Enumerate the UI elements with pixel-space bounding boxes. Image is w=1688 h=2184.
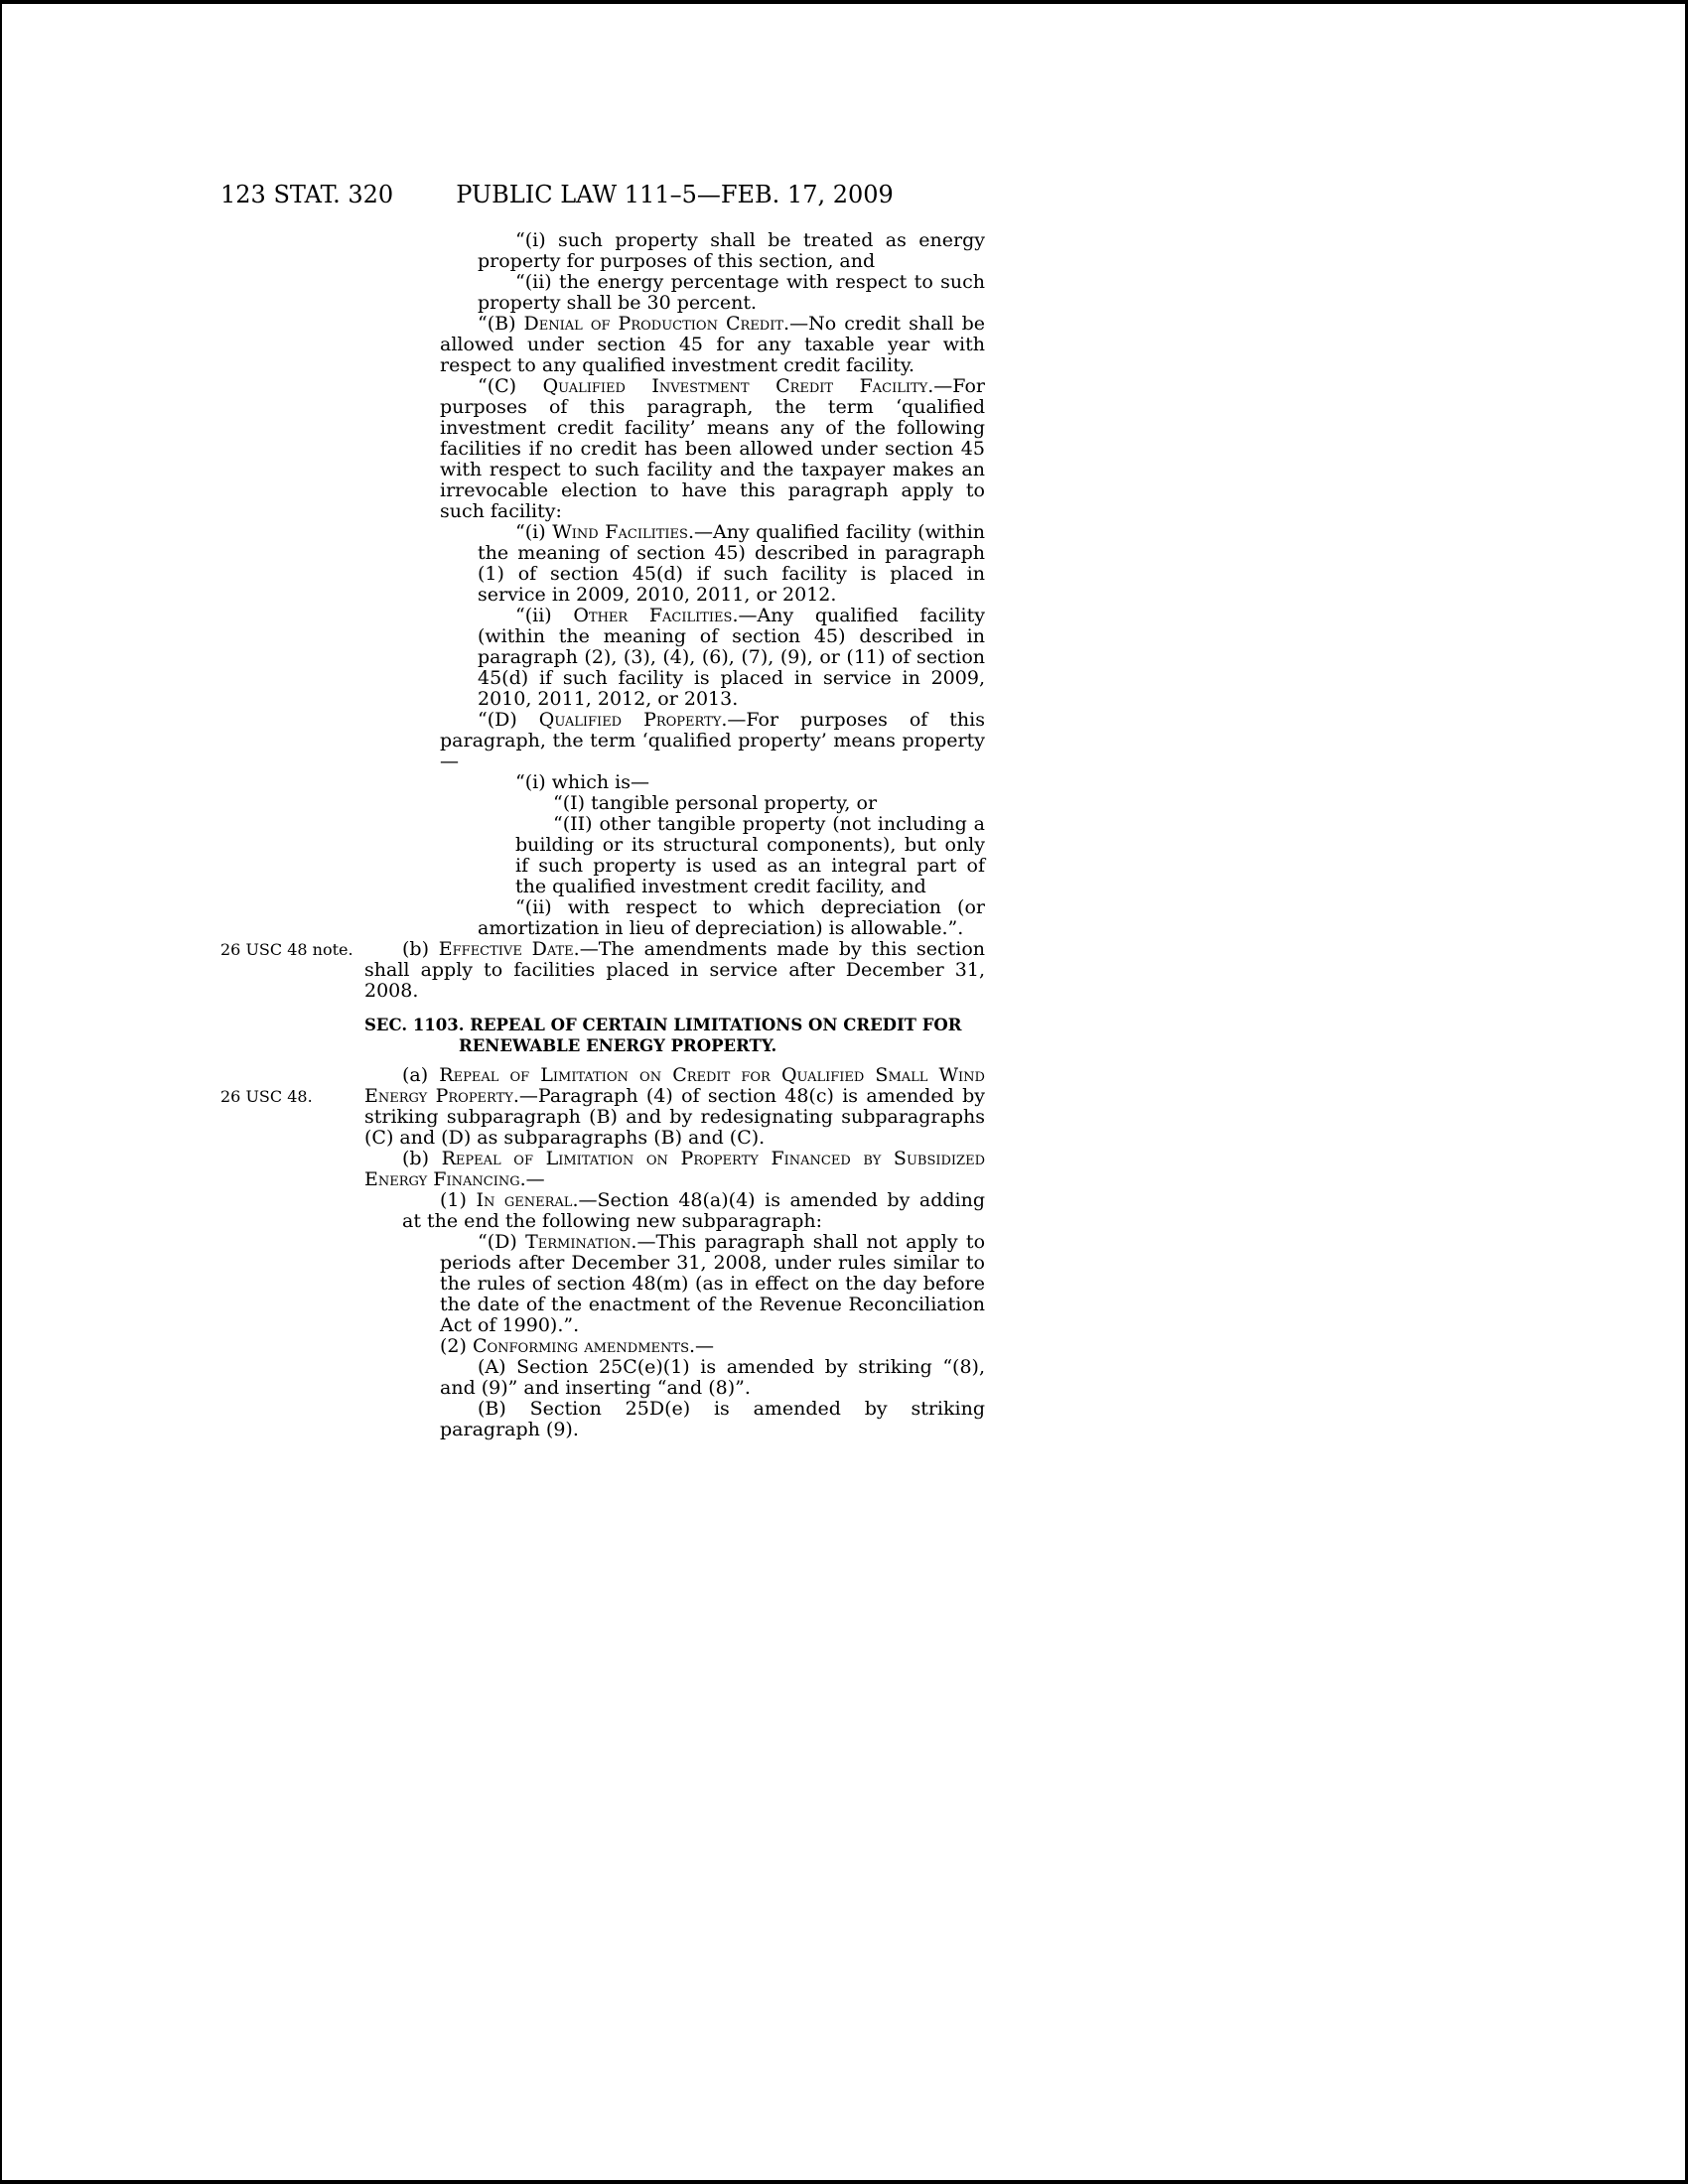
statute-paragraph [364,230,985,272]
body-text: .—For purposes of this paragraph, the term ‘qualified property’ means property— [440,709,986,772]
body-text: (B) Section 25D(e) is amended by striking paragraph (9). [440,1398,985,1440]
statute-paragraph [364,897,985,939]
body-text: (b) [402,1148,442,1169]
body-text: “(B) [478,313,524,335]
body-text: (a) [402,1064,440,1086]
small-caps-text: In general [476,1189,573,1211]
section-heading [364,1015,985,1056]
statute-paragraph [364,1399,985,1440]
stat-page-number: 123 STAT. 320 [220,181,394,208]
statute-paragraph [220,1064,985,1149]
body-text: “(ii) [515,605,574,626]
body-text: “(D) [478,709,539,731]
body-text: .—For purposes of this paragraph, the term ‘qualified investment credit facility’ means any of the following facilities if no credit has been allowed under section 45 with respect to such facility and the taxpayer makes an irrevocable election to have this paragraph apply to such facility: [440,375,985,522]
statute-paragraph [364,1336,985,1357]
statute-paragraph [364,710,985,772]
small-caps-text: Repeal of Limitation on Credit for Qualified Small Wind Energy Property [364,1064,985,1107]
statute-paragraph [364,1149,985,1190]
statute-paragraph [364,606,985,710]
small-caps-text: Qualified Property [538,709,722,731]
statute-paragraph [364,1232,985,1336]
body-text: “(ii) with respect to which depreciation (or amortization in lieu of depreciation) is allowable.”. [478,896,985,939]
body-text: (1) [440,1189,477,1211]
small-caps-text: Effective Date [438,938,574,960]
body-text: .— [519,1168,545,1190]
margin-note: 26 USC 48. [220,1087,313,1106]
body-text: .—The amendments made by this section shall apply to facilities placed in service after December 31, 2008. [364,938,985,1002]
body-text: (A) Section 25C(e)(1) is amended by striking “(8), and (9)” and inserting “and (8)”. [440,1356,985,1399]
small-caps-text: Repeal of Limitation on Property Financed by Subsidized Energy Financing [364,1148,985,1190]
statute-paragraph [364,772,985,793]
body-text: .—This paragraph shall not apply to periods after December 31, 2008, under rules similar to the rules of section 48(m) (as in effect on the day before the date of the enactment of the Revenue Reconciliation Act of 1990).”. [440,1231,986,1336]
body-text: “(i) such property shall be treated as energy property for purposes of this section, and [478,229,985,272]
statute-paragraph [364,272,985,314]
body-text: (b) [402,938,439,960]
small-caps-text: Termination [525,1231,632,1253]
body-text: “(II) other tangible property (not including a building or its structural components), but only if such property is used as an integral part of the qualified investment credit facility, and [515,813,985,897]
small-caps-text: Conforming amendments [472,1335,689,1357]
body-text: .—No credit shall be allowed under section 45 for any taxable year with respect to any qualified investment credit facility. [440,313,985,376]
body-text: “(i) [515,521,553,543]
statute-paragraph [364,314,985,376]
small-caps-text: Other Facilities [573,605,733,626]
statute-text [220,229,986,1440]
body-text: “(C) [478,375,543,397]
body-text: .—Any qualified facility (within the meaning of section 45) described in paragraph (1) of section 45(d) if such facility is placed in service in 2009, 2010, 2011, or 2012. [478,521,986,606]
page-header [220,181,985,212]
body-text: .—Paragraph (4) of section 48(c) is amended by striking subparagraph (B) and by redesignating subparagraphs (C) and (D) as subparagraphs (B) and (C). [364,1085,985,1149]
statute-paragraph [220,938,985,1002]
statute-paragraph [364,814,985,897]
body-text: “(i) which is— [515,771,649,793]
body-text: “(D) [478,1231,526,1253]
margin-note: 26 USC 48 note. [220,940,353,959]
body-text: .—Any qualified facility (within the meaning of section 45) described in paragraph (2), (3), (4), (6), (7), (9), or (11) of section 45(d) if such facility is placed in service in 2009, 2010, 2011, 2012, or 2013. [478,605,986,710]
statute-paragraph [364,1190,985,1232]
statute-paragraph [364,376,985,522]
statute-paragraph [364,522,985,606]
small-caps-text: Denial of Production Credit [523,313,784,335]
law-title: PUBLIC LAW 111–5—FEB. 17, 2009 [456,181,894,208]
body-text: “(ii) the energy percentage with respect to such property shall be 30 percent. [478,271,985,314]
body-text: SEC. 1103. REPEAL OF CERTAIN LIMITATIONS ON CREDIT FOR RENEWABLE ENERGY PROPERTY. [364,1016,962,1055]
body-text: .— [688,1335,715,1357]
body-text: .—Section 48(a)(4) is amended by adding at the end the following new subparagraph: [402,1189,986,1232]
body-text: (2) [440,1335,473,1357]
small-caps-text: Wind Facilities [552,521,688,543]
small-caps-text: Qualified Investment Credit Facility [542,375,928,397]
statute-paragraph [364,1357,985,1399]
body-text: “(I) tangible personal property, or [553,792,878,814]
statute-paragraph [364,793,985,814]
